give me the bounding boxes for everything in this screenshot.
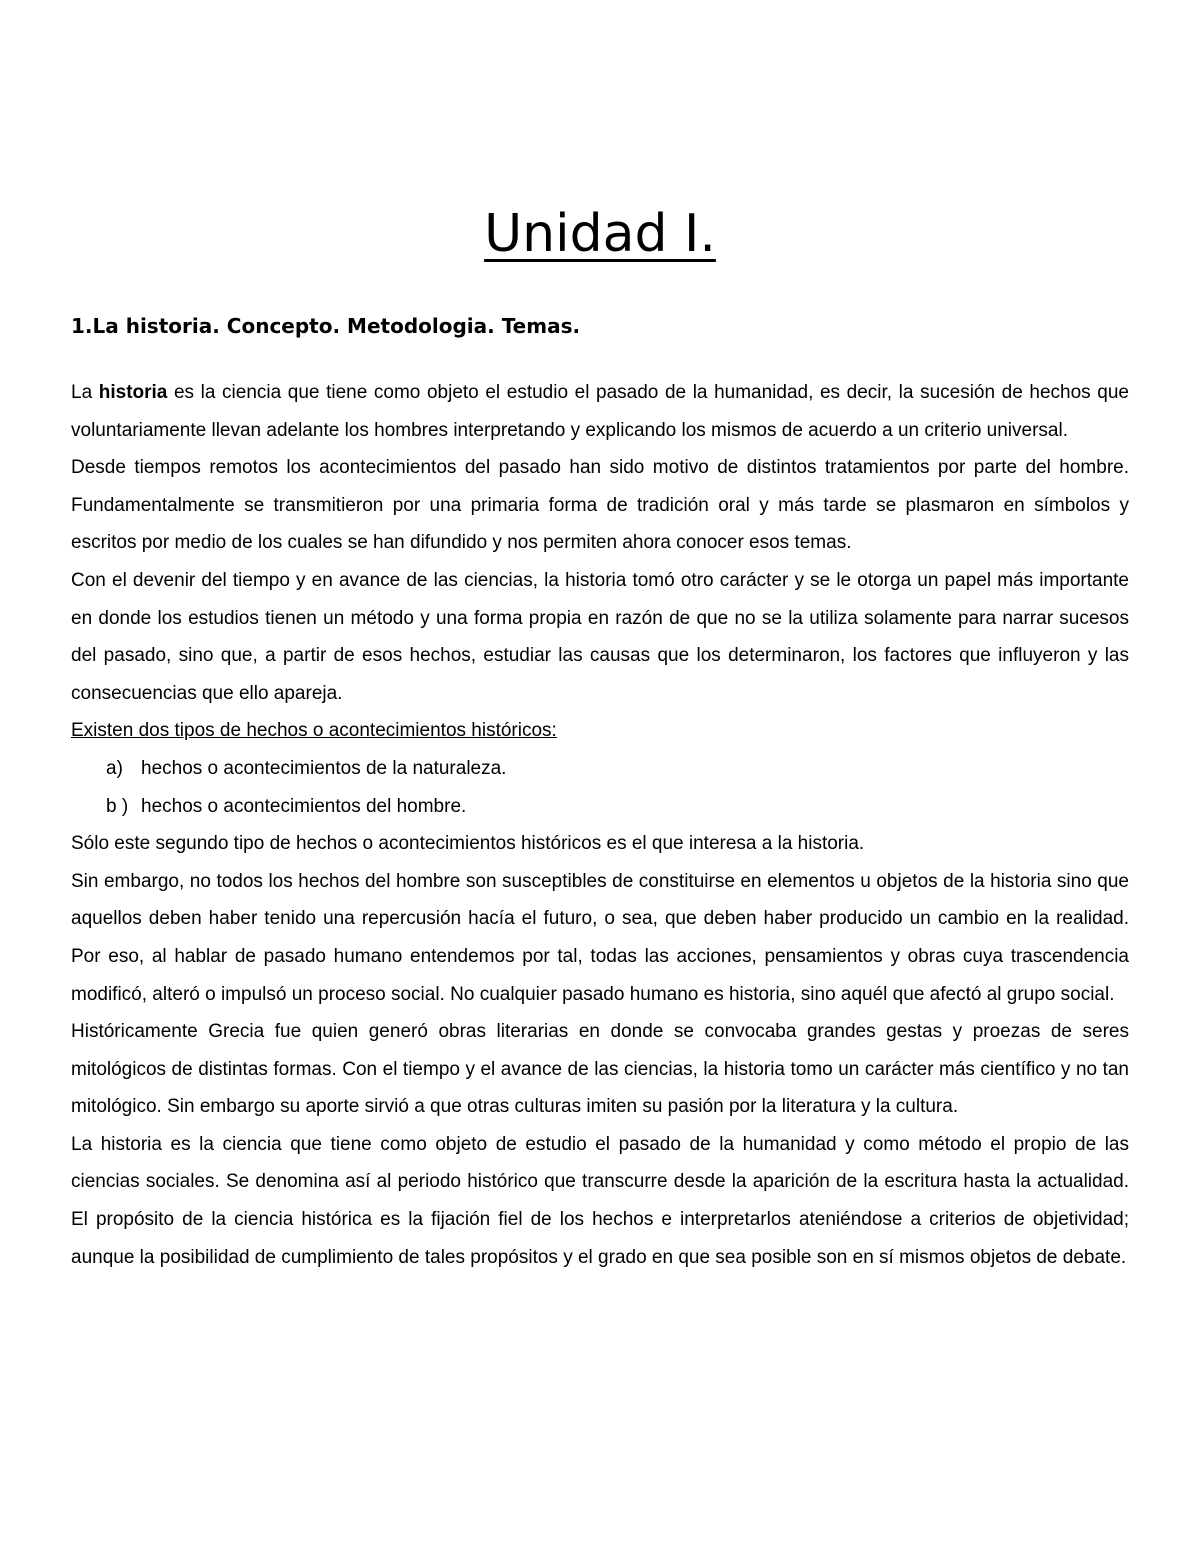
paragraph-definition-lead: La <box>71 382 99 403</box>
types-list <box>71 750 1129 825</box>
paragraph-method: La historia es la ciencia que tiene como objeto de estudio el pasado de la humanidad y como método el propio de las ciencias sociales. Se denomina así al periodo histórico que transcurre desde la aparición de la escritura hasta la actualidad. El propósito de la ciencia histórica es la fijación fiel de los hechos e interpretarlos ateniéndose a criterios de objetividad; aunque la posibilidad de cumplimiento de tales propósitos y el grado en que sea posible son en sí mismos objetos de debate. <box>71 1133 1129 1268</box>
section-heading: 1.La historia. Concepto. Metodologia. Temas. <box>71 314 581 338</box>
document-body <box>71 374 1129 1276</box>
paragraph-definition-rest: es la ciencia que tiene como objeto el estudio el pasado de la humanidad, es decir, la sucesión de hechos que voluntariamente llevan adelante los hombres interpretando y explicando los mismos de acuerdo a un criterio universal. <box>71 382 1129 441</box>
list-item-text: hechos o acontecimientos de la naturaleza. <box>141 757 507 779</box>
document-title-text: Unidad I. <box>484 204 716 264</box>
paragraph-repercussion: Sin embargo, no todos los hechos del hombre son susceptibles de constituirse en elementos u objetos de la historia sino que aquellos deben haber tenido una repercusión hacía el futuro, o sea, que deben haber producido un cambio en la realidad. Por eso, al hablar de pasado humano entendemos por tal, todas las acciones, pensamientos y obras cuya trascendencia modificó, alteró o impulsó un proceso social. No cualquier pasado humano es historia, sino aquél que afectó al grupo social. <box>71 870 1129 1005</box>
document-title <box>0 198 1200 270</box>
paragraph-relevance: Sólo este segundo tipo de hechos o acontecimientos históricos es el que interesa a la historia. <box>71 833 865 855</box>
list-marker: a) <box>106 757 123 779</box>
list-marker: b ) <box>106 795 129 817</box>
term-historia: historia <box>98 382 168 403</box>
list-item <box>71 788 1129 826</box>
list-item-text: hechos o acontecimientos del hombre. <box>141 795 467 817</box>
list-item <box>71 750 1129 788</box>
paragraph-evolution: Con el devenir del tiempo y en avance de las ciencias, la historia tomó otro carácter y se le otorga un papel más importante en donde los estudios tienen un método y una forma propia en razón de que no se la utiliza solamente para narrar sucesos del pasado, sino que, a partir de esos hechos, estudiar las causas que los determinaron, los factores que influyeron y las consecuencias que ello apareja. <box>71 569 1129 704</box>
paragraph-definition <box>71 374 1129 449</box>
types-intro: Existen dos tipos de hechos o acontecimientos históricos: <box>71 720 557 742</box>
paragraph-greece: Históricamente Grecia fue quien generó obras literarias en donde se convocaba grandes gestas y proezas de seres mitológicos de distintas formas. Con el tiempo y el avance de las ciencias, la historia tomo un carácter más científico y no tan mitológico. Sin embargo su aporte sirvió a que otras culturas imiten su pasión por la literatura y la cultura. <box>71 1021 1129 1118</box>
paragraph-origins: Desde tiempos remotos los acontecimientos del pasado han sido motivo de distintos tratamientos por parte del hombre. Fundamentalmente se transmitieron por una primaria forma de tradición oral y más tarde se plasmaron en símbolos y escritos por medio de los cuales se han difundido y nos permiten ahora conocer esos temas. <box>71 457 1129 554</box>
